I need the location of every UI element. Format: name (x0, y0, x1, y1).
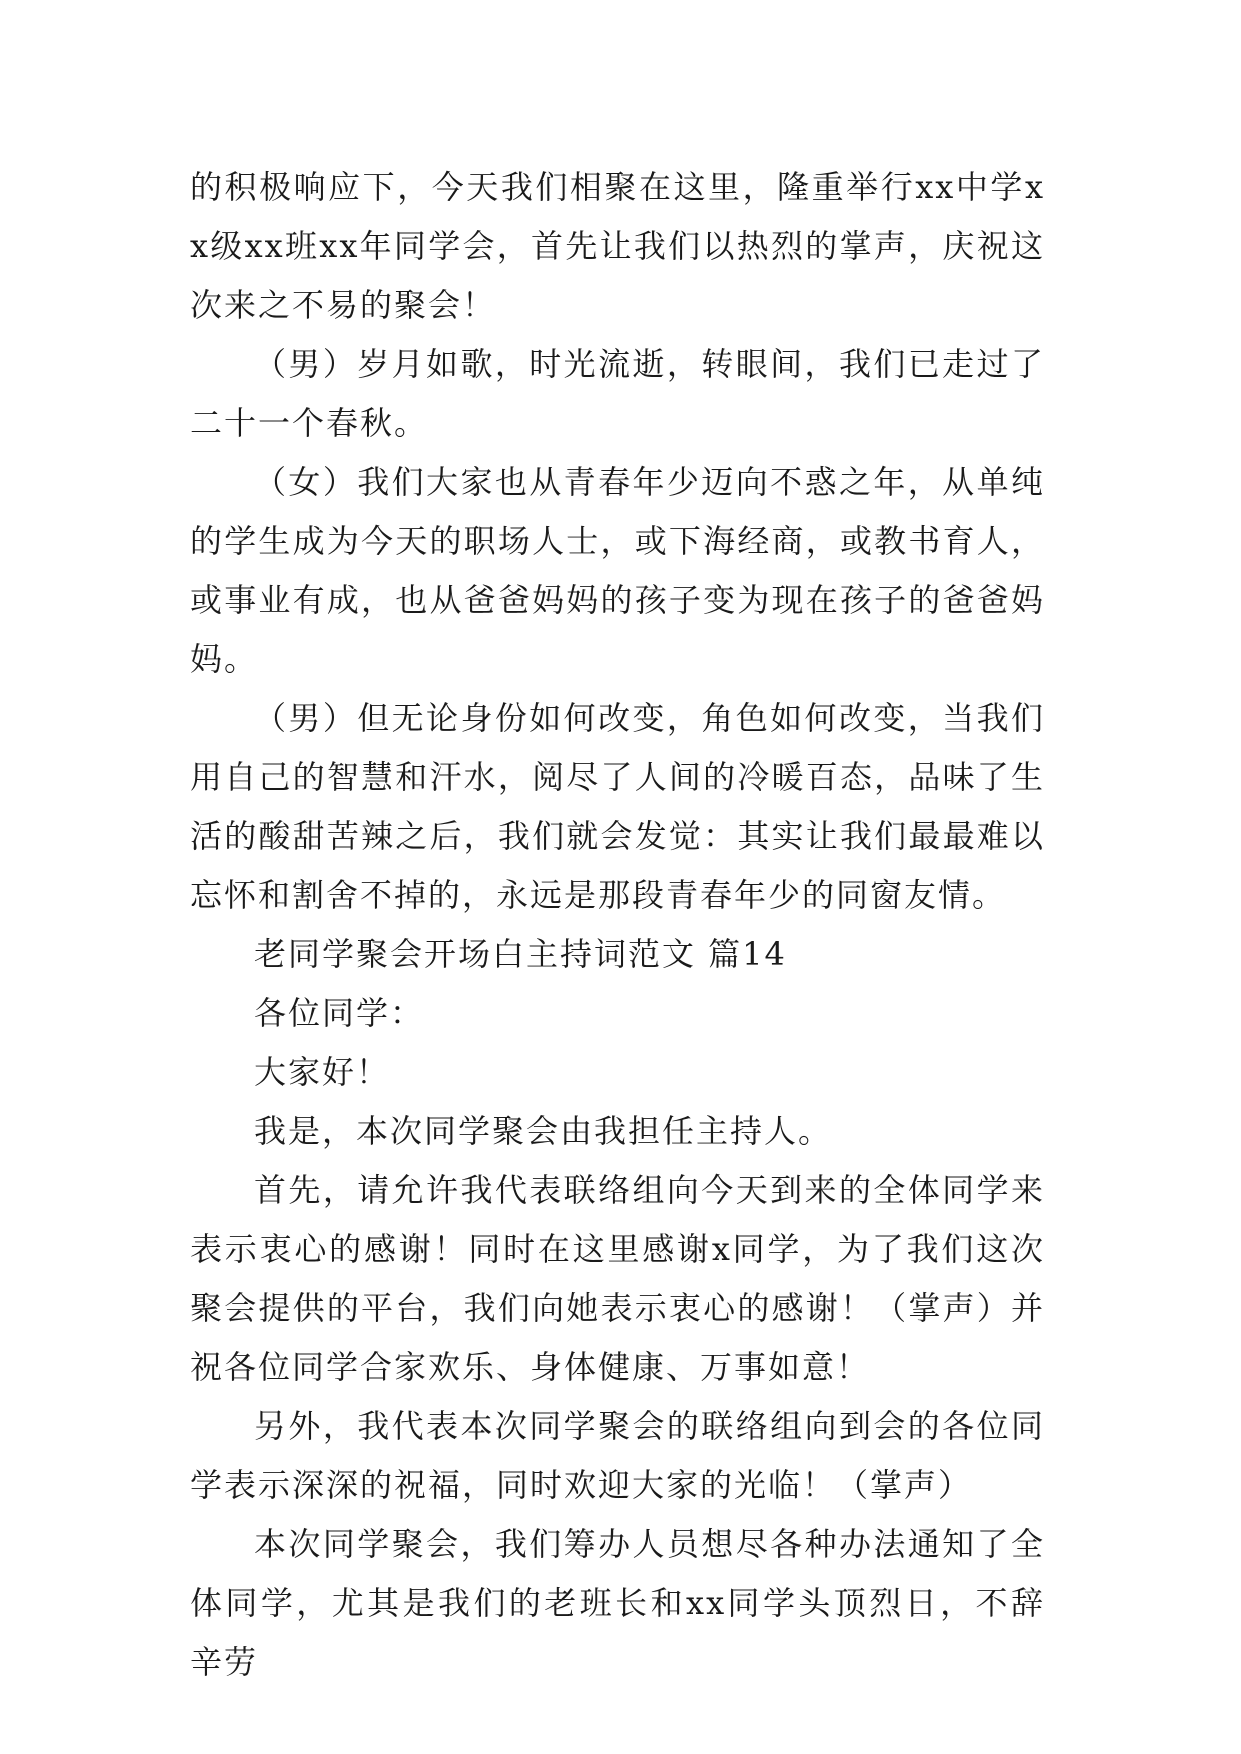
document-body (190, 158, 1045, 1692)
section-heading: 老同学聚会开场白主持词范文 篇14 (254, 935, 787, 973)
paragraph-host-intro: 我是，本次同学聚会由我担任主持人。 (254, 1112, 833, 1150)
paragraph-thanks: 首先，请允许我代表联络组向今天到来的全体同学来表示衷心的感谢！同时在这里感谢x同学，为了我们这次聚会提供的平台，我们向她表示衷心的感谢！（掌声）并祝各位同学合家欢乐、身体健康、万事如意！ (190, 1171, 1045, 1386)
paragraph-salutation: 各位同学： (254, 994, 425, 1032)
paragraph-male-years: （男）岁月如歌，时光流逝，转眼间，我们已走过了二十一个春秋。 (190, 345, 1045, 442)
paragraph-blessing: 另外，我代表本次同学聚会的联络组向到会的各位同学表示深深的祝福，同时欢迎大家的光临！（掌声） (190, 1407, 1045, 1504)
paragraph-female-youth: （女）我们大家也从青春年少迈向不惑之年，从单纯的学生成为今天的职场人士，或下海经商，或教书育人，或事业有成，也从爸爸妈妈的孩子变为现在孩子的爸爸妈妈。 (190, 463, 1045, 678)
paragraph-male-friendship: （男）但无论身份如何改变，角色如何改变，当我们用自己的智慧和汗水，阅尽了人间的冷暖百态，品味了生活的酸甜苦辣之后，我们就会发觉：其实让我们最最难以忘怀和割舍不掉的，永远是那段青春年少的同窗友情。 (190, 699, 1045, 914)
paragraph-organizers: 本次同学聚会，我们筹办人员想尽各种办法通知了全体同学，尤其是我们的老班长和xx同学头顶烈日，不辞辛劳 (190, 1525, 1045, 1681)
paragraph-greeting: 大家好！ (254, 1053, 391, 1091)
paragraph-continuation: 的积极响应下，今天我们相聚在这里，隆重举行xx中学xx级xx班xx年同学会，首先让我们以热烈的掌声，庆祝这次来之不易的聚会！ (190, 168, 1045, 324)
